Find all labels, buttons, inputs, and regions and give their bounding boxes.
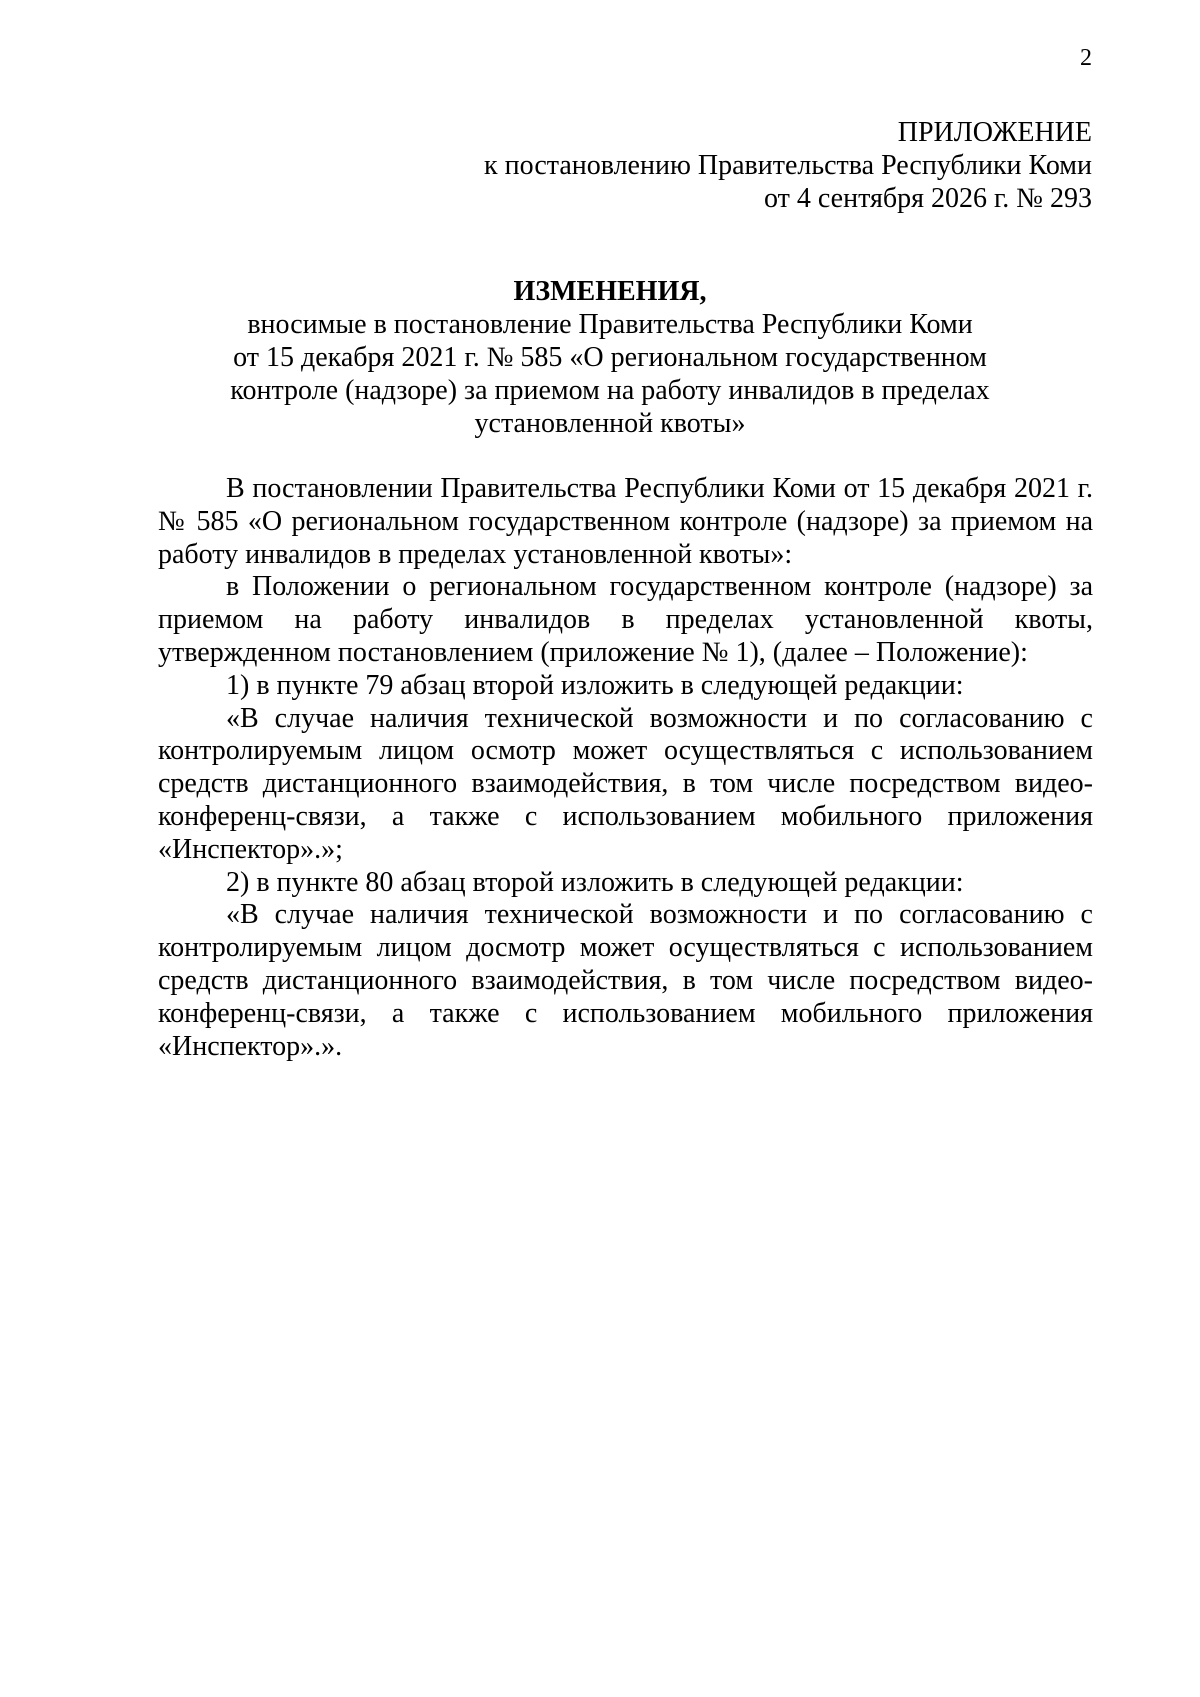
appendix-date-number: от 4 сентября 2026 г. № 293 bbox=[764, 183, 1092, 214]
paragraph: 1) в пункте 79 абзац второй изложить в следующей редакции: bbox=[226, 669, 964, 701]
title-line: от 15 декабря 2021 г. № 585 «О региональном государственном bbox=[233, 342, 987, 373]
paragraph: 2) в пункте 80 абзац второй изложить в следующей редакции: bbox=[226, 866, 964, 898]
paragraph: «В случае наличия технической возможности и по согласованию с контролируемым лицом досмотр может осуществляться с использованием средств дистанционного взаимодействия, в том числе посредством видео-конференц-связи, а также с использованием мобильного приложения «Инспектор».». bbox=[158, 899, 1093, 1062]
title-heading: ИЗМЕНЕНИЯ, bbox=[513, 276, 707, 307]
title-line: установленной квоты» bbox=[474, 408, 746, 439]
paragraph: в Положении о региональном государственном контроле (надзоре) за приемом на работу инвалидов в пределах установленной квоты, утвержденном постановлением (приложение № 1), (далее – Положение): bbox=[158, 571, 1093, 668]
document-title bbox=[160, 275, 1060, 440]
paragraph: В постановлении Правительства Республики Коми от 15 декабря 2021 г. № 585 «О региональном государственном контроле (надзоре) за приемом на работу инвалидов в пределах установленной квоты»: bbox=[158, 473, 1093, 570]
appendix-label: ПРИЛОЖЕНИЕ bbox=[897, 117, 1092, 148]
document-body bbox=[158, 473, 1093, 1063]
title-line: контроле (надзоре) за приемом на работу инвалидов в пределах bbox=[230, 375, 990, 406]
paragraph: «В случае наличия технической возможности и по согласованию с контролируемым лицом осмотр может осуществляться с использованием средств дистанционного взаимодействия, в том числе посредством видео-конференц-связи, а также с использованием мобильного приложения «Инспектор».»; bbox=[158, 702, 1093, 865]
appendix-header bbox=[332, 116, 1092, 215]
page-number: 2 bbox=[1080, 45, 1092, 71]
title-line: вносимые в постановление Правительства Республики Коми bbox=[247, 309, 973, 340]
appendix-resolution-ref: к постановлению Правительства Республики Коми bbox=[484, 150, 1092, 181]
